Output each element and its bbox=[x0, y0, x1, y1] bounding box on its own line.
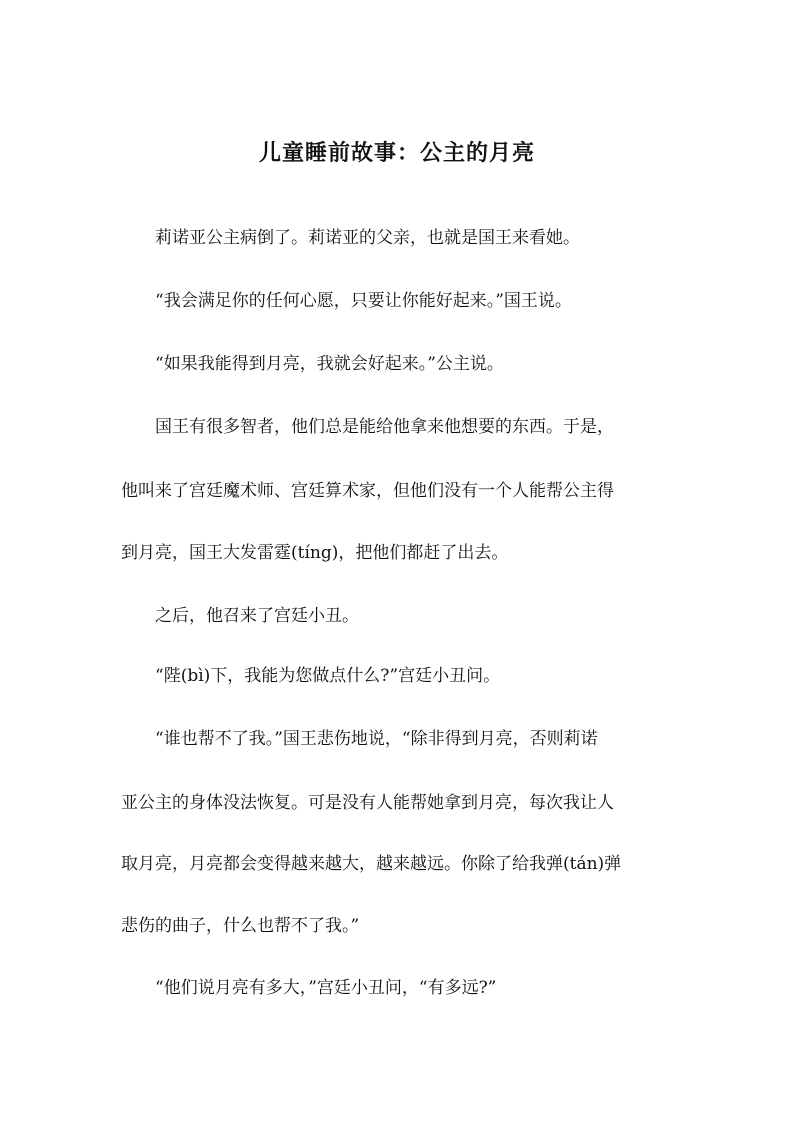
story-line-7: 之后，他召来了宫廷小丑。 bbox=[121, 606, 359, 626]
story-line-6: 到月亮，国王大发雷霆(tíng)，把他们都赶了出去。 bbox=[121, 543, 509, 563]
story-line-2: “我会满足你的任何心愿，只要让你能好起来。”国王说。 bbox=[121, 291, 572, 311]
story-line-13: “他们说月亮有多大，”宫廷小丑问，“有多远?” bbox=[121, 978, 497, 998]
story-line-1: 莉诺亚公主病倒了。莉诺亚的父亲，也就是国王来看她。 bbox=[121, 228, 580, 248]
story-line-5: 他叫来了宫廷魔术师、宫廷算术家，但他们没有一个人能帮公主得 bbox=[121, 481, 614, 501]
story-line-9: “谁也帮不了我。”国王悲伤地说，“除非得到月亮，否则莉诺 bbox=[121, 729, 598, 749]
story-line-4: 国王有很多智者，他们总是能给他拿来他想要的东西。于是， bbox=[121, 417, 614, 437]
document-title: 儿童睡前故事：公主的月亮 bbox=[258, 140, 535, 166]
story-line-12: 悲伤的曲子，什么也帮不了我。” bbox=[121, 916, 360, 936]
story-line-11: 取月亮，月亮都会变得越来越大，越来越远。你除了给我弹(tán)弹 bbox=[121, 854, 622, 874]
story-line-3: “如果我能得到月亮，我就会好起来。”公主说。 bbox=[121, 354, 504, 374]
story-line-10: 亚公主的身体没法恢复。可是没有人能帮她拿到月亮，每次我让人 bbox=[121, 793, 614, 813]
story-line-8: “陛(bì)下，我能为您做点什么?”宫廷小丑问。 bbox=[121, 666, 501, 686]
